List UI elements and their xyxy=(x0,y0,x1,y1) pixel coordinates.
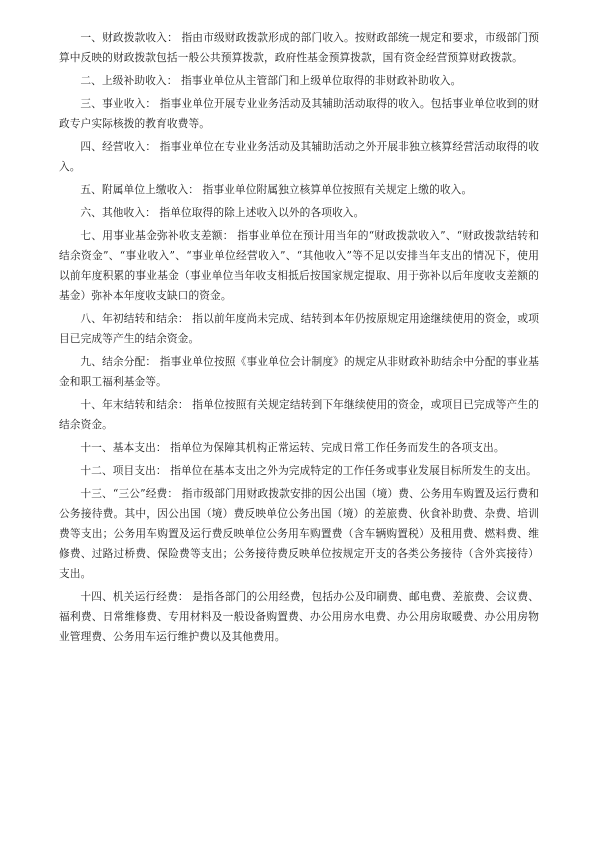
paragraph-operating-income: 四、经营收入： 指事业单位在专业业务活动及其辅助活动之外开展非独立核算经营活动取得的收入。 xyxy=(59,140,539,173)
paragraph-fiscal-appropriation-income: 一、财政拨款收入： 指由市级财政拨款形成的部门收入。按财政部统一规定和要求，市级部门预算中反映的财政拨款包括一般公共预算拨款，政府性基金预算拨款，国有资金经营预算财政拨款。 xyxy=(59,31,539,64)
paragraph-agency-operating-expenses: 十四、机关运行经费： 是指各部门的公用经费，包括办公及印刷费、邮电费、差旅费、会议费、福利费、日常维修费、专用材料及一般设备购置费、办公用房水电费、办公用房取暖费、办公用房物业管理费、公务用车运行维护费以及其他费用。 xyxy=(59,590,539,643)
paragraph-affiliated-unit-income: 五、附属单位上缴收入： 指事业单位附属独立核算单位按照有关规定上缴的收入。 xyxy=(80,183,473,196)
paragraph-project-expenditure: 十二、项目支出： 指单位在基本支出之外为完成特定的工作任务或事业发展目标所发生的支出。 xyxy=(80,464,537,477)
paragraph-surplus-distribution: 九、结余分配： 指事业单位按照《事业单位会计制度》的规定从非财政补助结余中分配的事业基金和职工福利基金等。 xyxy=(59,355,539,388)
paragraph-business-fund-deficit: 七、用事业基金弥补收支差额： 指事业单位在预计用当年的“财政拨款收入”、“财政拨款结转和结余资金”、“事业收入”、“事业单位经营收入”、“其他收入”等不足以安排当年支出的情况下，使用以前年度积累的事业基金（事业单位当年收支相抵后按国家规定提取、用于弥补以后年度收支差额的基金）弥补本年度收支缺口的资金。 xyxy=(59,229,539,302)
paragraph-business-income: 三、事业收入： 指事业单位开展专业业务活动及其辅助活动取得的收入。包括事业单位收到的财政专户实际核拨的教育收费等。 xyxy=(59,97,539,130)
paragraph-opening-carryover: 八、年初结转和结余： 指以前年度尚未完成、结转到本年仍按原规定用途继续使用的资金，或项目已完成等产生的结余资金。 xyxy=(59,312,539,345)
paragraph-other-income: 六、其他收入： 指单位取得的除上述收入以外的各项收入。 xyxy=(80,206,365,219)
paragraph-superior-subsidy-income: 二、上级补助收入： 指事业单位从主管部门和上级单位取得的非财政补助收入。 xyxy=(80,74,462,87)
document-page xyxy=(59,28,539,650)
paragraph-basic-expenditure: 十一、基本支出： 指单位为保障其机构正常运转、完成日常工作任务而发生的各项支出。 xyxy=(80,441,505,454)
paragraph-closing-carryover: 十、年末结转和结余： 指单位按照有关规定结转到下年继续使用的资金，或项目已完成等产生的结余资金。 xyxy=(59,398,539,431)
paragraph-three-public-expenses: 十三、“三公”经费： 指市级部门用财政拨款安排的因公出国（境）费、公务用车购置及运行费和公务接待费。其中，因公出国（境）费反映单位公务出国（境）的差旅费、伙食补助费、杂费、培训费等支出；公务用车购置及运行费反映单位公务用车购置费（含车辆购置税）及租用费、燃料费、维修费、过路过桥费、保险费等支出；公务接待费反映单位按规定开支的各类公务接待（含外宾接待）支出。 xyxy=(59,487,539,580)
